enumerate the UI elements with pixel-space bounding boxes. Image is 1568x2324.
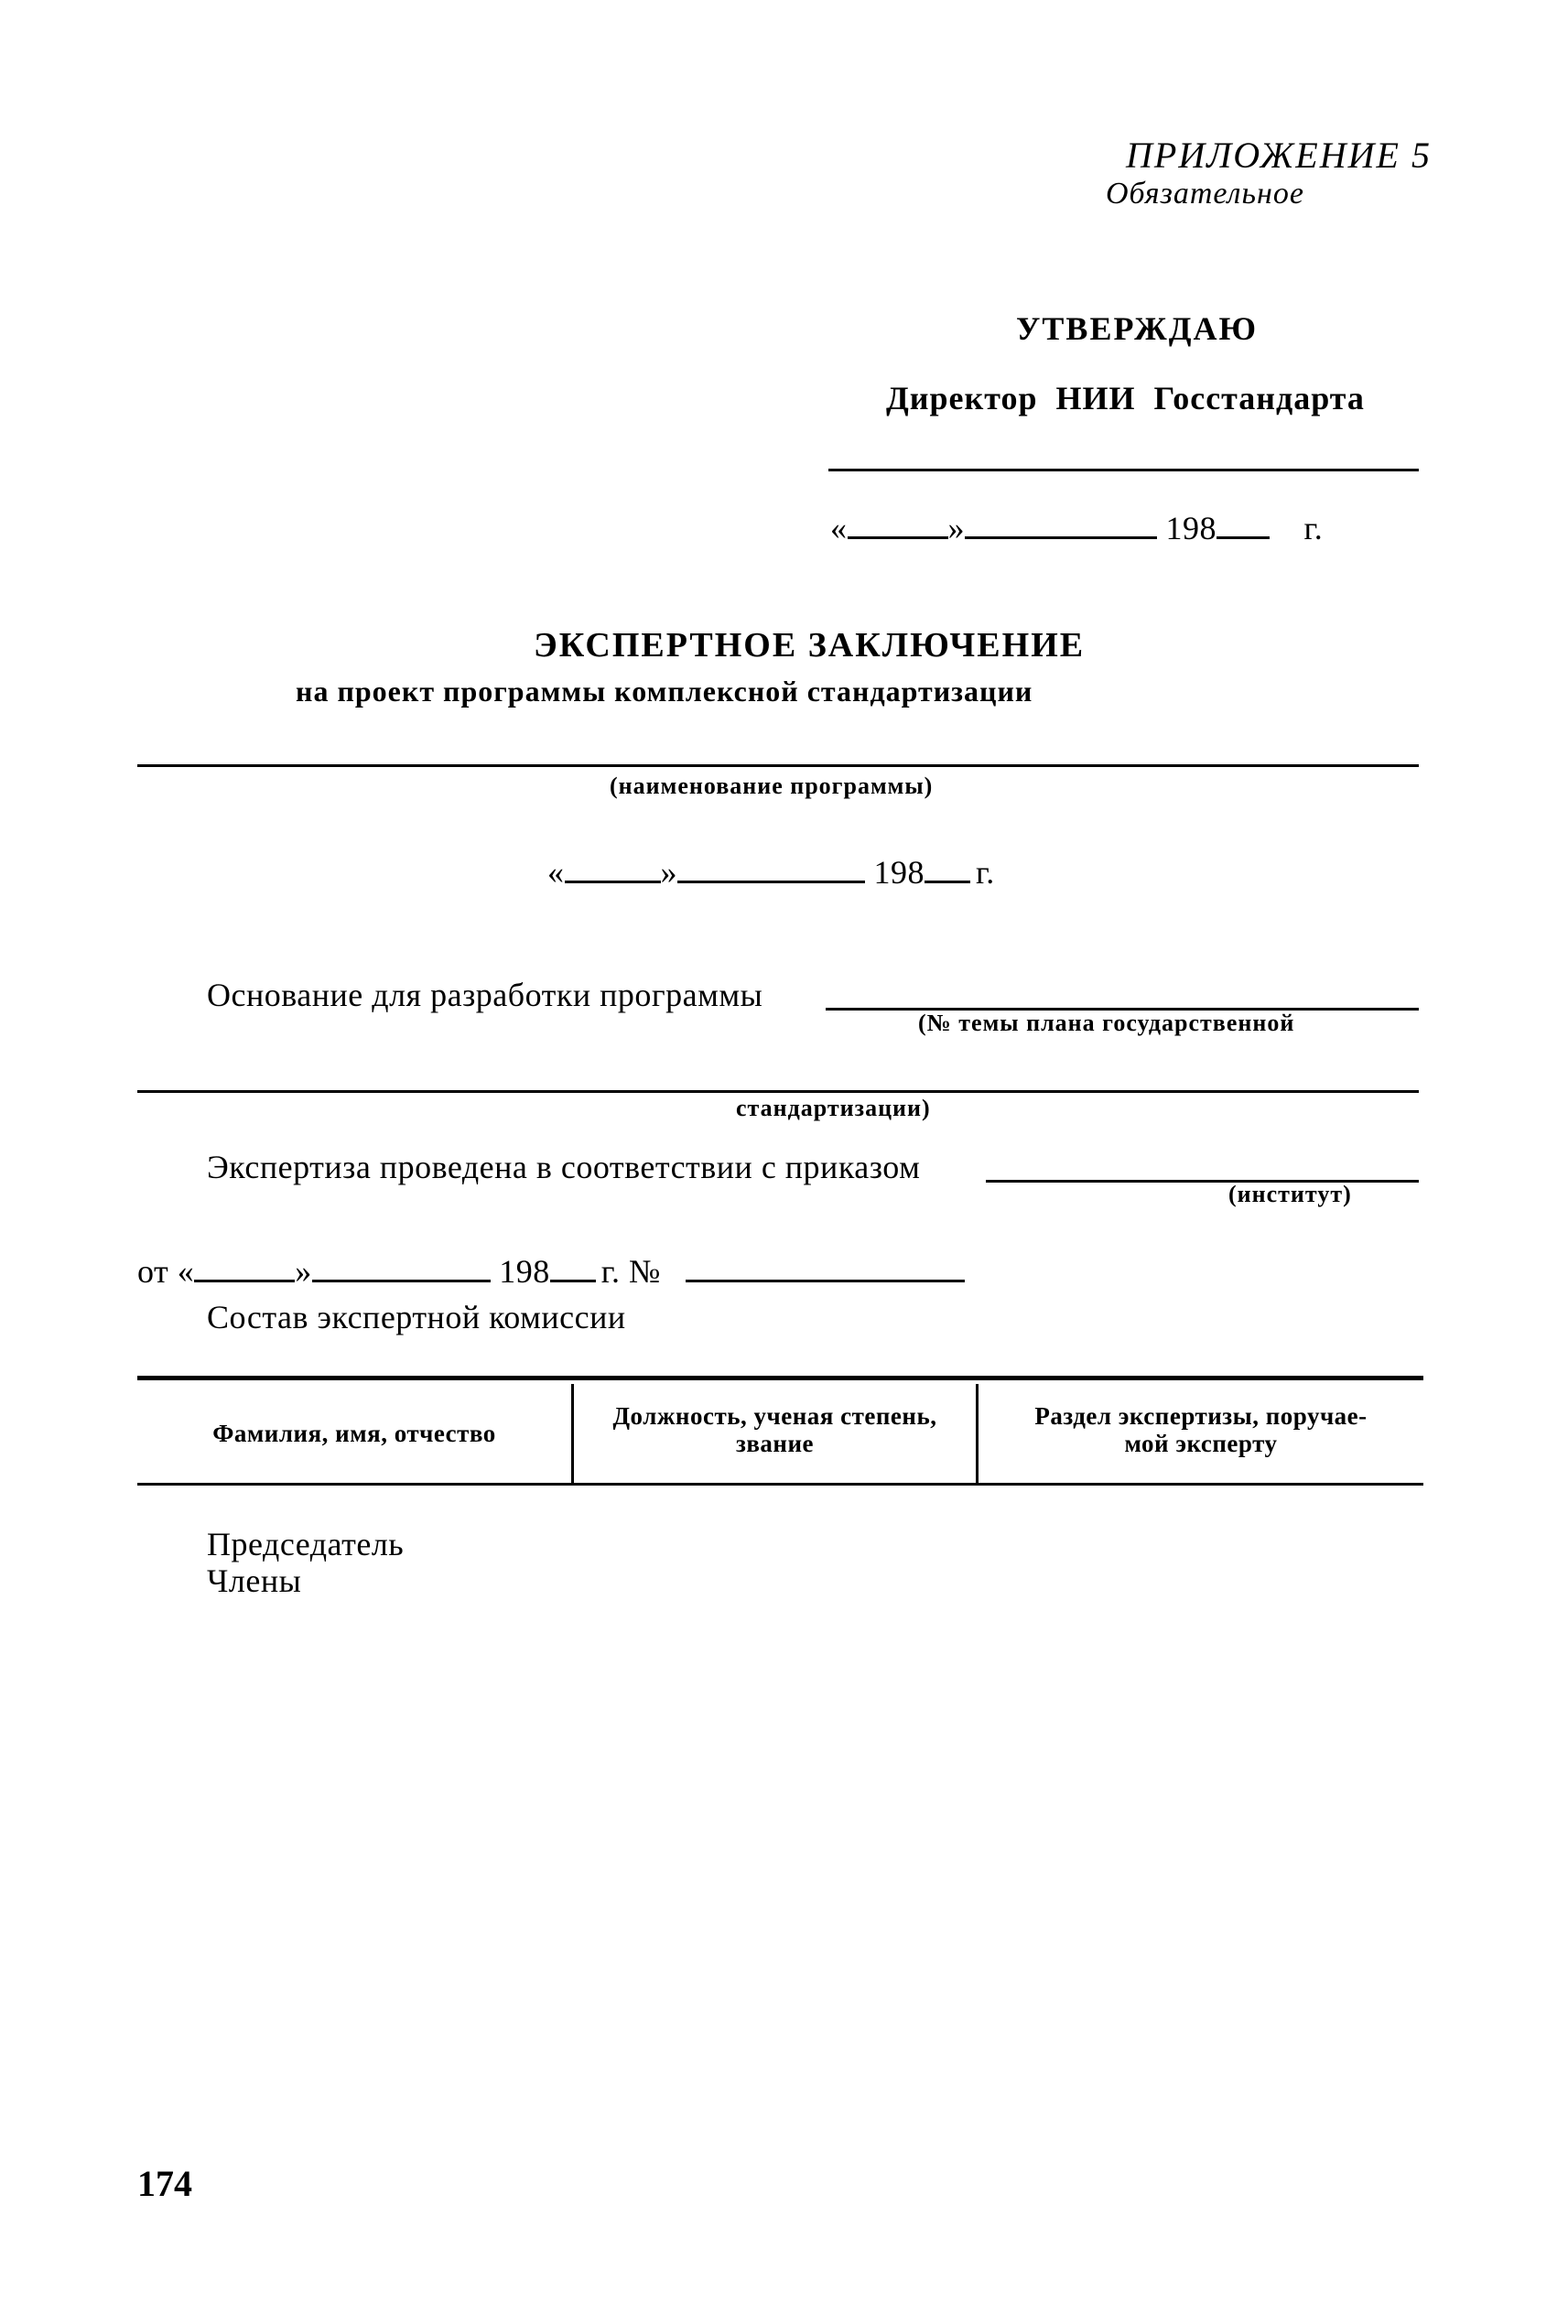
chairman-label: Председатель xyxy=(207,1526,405,1562)
approval-date-suffix: г. xyxy=(1303,510,1324,546)
table-header-position xyxy=(574,1402,976,1457)
expertise-label: Экспертиза проведена в соответствии с приказом xyxy=(207,1149,921,1185)
table-bottom-rule xyxy=(137,1483,1423,1486)
order-date xyxy=(137,1245,965,1291)
basis-line-2 xyxy=(137,1090,1419,1093)
table-top-rule xyxy=(137,1376,1423,1380)
document-month-blank xyxy=(677,846,865,883)
approval-day-blank xyxy=(848,502,948,539)
approval-date-close-quote: » xyxy=(947,510,965,546)
order-date-close-quote: » xyxy=(295,1253,312,1290)
program-name-line xyxy=(137,764,1419,767)
approval-date xyxy=(830,502,1323,547)
basis-label: Основание для разработки программы xyxy=(207,977,763,1013)
table-header-position-line-2: звание xyxy=(735,1430,815,1457)
approval-month-blank xyxy=(965,502,1157,539)
table-header-section xyxy=(979,1402,1423,1457)
members-label: Члены xyxy=(207,1562,302,1599)
table-header-name-text: Фамилия, имя, отчество xyxy=(212,1420,496,1447)
approval-heading: УТВЕРЖДАЮ xyxy=(1016,310,1259,347)
appendix-subtitle: Обязательное xyxy=(1106,177,1304,211)
order-date-open-quote: « xyxy=(177,1253,195,1290)
table-header-section-line-2: мой эксперту xyxy=(1124,1430,1278,1457)
order-from-label: от xyxy=(137,1253,169,1290)
commission-label: Состав экспертной комиссии xyxy=(207,1299,626,1335)
institute-line xyxy=(986,1180,1419,1183)
approval-year-blank xyxy=(1217,502,1270,539)
institute-caption: (институт) xyxy=(1228,1181,1352,1207)
program-name-caption: (наименование программы) xyxy=(610,773,934,799)
basis-caption-1: (№ темы плана государственной xyxy=(918,1010,1295,1036)
table-header-position-line-1: Должность, ученая степень, xyxy=(612,1402,937,1430)
document-date xyxy=(547,846,995,892)
page-number: 174 xyxy=(137,2163,192,2204)
order-date-year: 198 xyxy=(499,1253,550,1290)
order-number-label: г. № xyxy=(600,1253,661,1290)
order-day-blank xyxy=(194,1245,295,1282)
order-year-blank xyxy=(550,1245,596,1282)
table-header-section-line-1: Раздел экспертизы, поручае- xyxy=(1034,1402,1368,1430)
document-date-year: 198 xyxy=(873,854,925,891)
basis-caption-2: стандартизации) xyxy=(736,1095,931,1121)
order-number-blank xyxy=(686,1245,965,1282)
document-date-open-quote: « xyxy=(547,854,565,891)
approval-position: Директор НИИ Госстандарта xyxy=(886,380,1365,416)
approval-date-open-quote: « xyxy=(830,510,848,546)
document-day-blank xyxy=(565,846,661,883)
document-date-close-quote: » xyxy=(660,854,677,891)
document-subtitle: на проект программы комплексной стандартизации xyxy=(296,675,1033,708)
document-year-blank xyxy=(925,846,970,883)
approval-date-year: 198 xyxy=(1165,510,1217,546)
document-date-suffix: г. xyxy=(976,854,995,891)
director-signature-line xyxy=(828,469,1419,471)
appendix-title: ПРИЛОЖЕНИЕ 5 xyxy=(1126,135,1432,176)
table-header-name xyxy=(137,1420,571,1447)
order-month-blank xyxy=(312,1245,491,1282)
document-title: ЭКСПЕРТНОЕ ЗАКЛЮЧЕНИЕ xyxy=(534,626,1086,665)
